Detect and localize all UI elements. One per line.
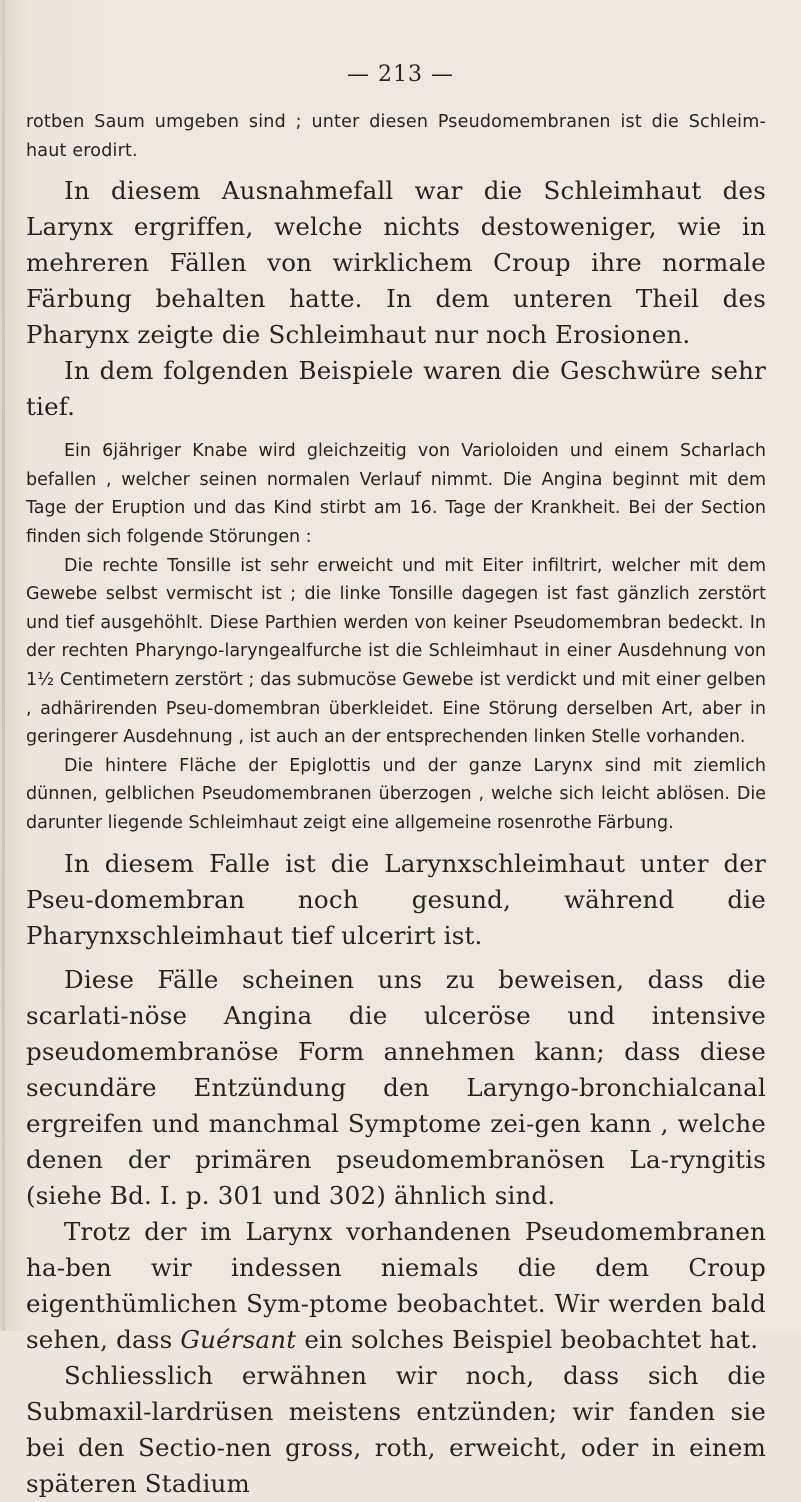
paragraph-case-report: Ein 6jähriger Knabe wird gleichzeitig von Varioloiden und einem Scharlach befallen , welcher seinen normalen Verlauf nimmt. Die Angina beginnt mit dem Tage der Eruption und das Kind stirbt am 16. Tage der Krankheit. Bei der Section finden sich folgende Störungen : xyxy=(26,441,766,547)
text-before-author: Trotz der im Larynx vorhandenen Pseudomembranen ha-ben wir indessen niemals die dem Croup eigenthümlichen Sym-ptome beobachtet. Wir werden bald sehen, dass xyxy=(26,1216,766,1354)
page-gutter xyxy=(2,0,5,1331)
page-number: — 213 — xyxy=(347,62,454,87)
paragraph-larynx-healthy: In diesem Falle ist die Larynxschleimhaut unter der Pseu-domembran noch gesund, während die Pharynxschleimhaut tief ulcerirt ist. xyxy=(26,848,766,950)
paragraph-submaxillary-glands: Schliesslich erwähnen wir noch, dass sich die Submaxil-lardrüsen meistens entzünden; wir fanden sie bei den Sectio-nen gross, roth, erweicht, oder in einem späteren Stadium xyxy=(26,1360,766,1498)
paragraph-following-example: In dem folgenden Beispiele waren die Geschwüre sehr tief. xyxy=(26,356,766,422)
paragraph-continuation: rotben Saum umgeben sind ; unter diesen Pseudomembranen ist die Schleim-haut erodirt. xyxy=(26,112,766,161)
paragraph-croup-symptoms xyxy=(26,1214,766,1358)
paragraph-epiglottis: Die hintere Fläche der Epiglottis und der ganze Larynx sind mit ziemlich dünnen, gelblichen Pseudomembranen überzogen , welche sich leicht ablösen. Die darunter liegende Schleimhaut zeigt eine allgemeine rosenrothe Färbung. xyxy=(26,755,766,833)
paragraph-conclusion: Diese Fälle scheinen uns zu beweisen, dass die scarlati-nöse Angina die ulceröse und intensive pseudomembranöse Form annehmen kann; dass diese secundäre Entzündung den Laryngo-bronchialcanal ergreifen und manchmal Symptome zei-gen kann , welche denen der primären pseudomembranösen La-ryngitis (siehe Bd. I. p. 301 und 302) ähnlich sind. xyxy=(26,964,766,1210)
text-after-author: ein solches Beispiel beobachtet hat. xyxy=(304,1324,759,1354)
text-column xyxy=(26,108,766,1502)
paragraph-tonsils: Die rechte Tonsille ist sehr erweicht und mit Eiter infiltrirt, welcher mit dem Gewebe selbst vermischt ist ; die linke Tonsille dagegen ist fast gänzlich zerstört und tief ausgehöhlt. Diese Parthien werden von keiner Pseudomembran bedeckt. In der rechten Pharyngo-laryngealfurche ist die Schleimhaut in einer Ausdehnung von 1½ Centimetern zerstört ; das submucöse Gewebe ist verdickt und mit einer gelben , adhärirenden Pseu-domembran überkleidet. Eine Störung derselben Art, aber in geringerer Ausdehnung , ist auch an der entsprechenden linken Stelle vorhanden. xyxy=(26,555,766,748)
author-name: Guérsant xyxy=(180,1324,297,1354)
paragraph-exception-case: In diesem Ausnahmefall war die Schleimhaut des Larynx ergriffen, welche nichts destoweniger, wie in mehreren Fällen von wirklichem Croup ihre normale Färbung behalten hatte. In dem unteren Theil des Pharynx zeigte die Schleimhaut nur noch Erosionen. xyxy=(26,176,766,350)
